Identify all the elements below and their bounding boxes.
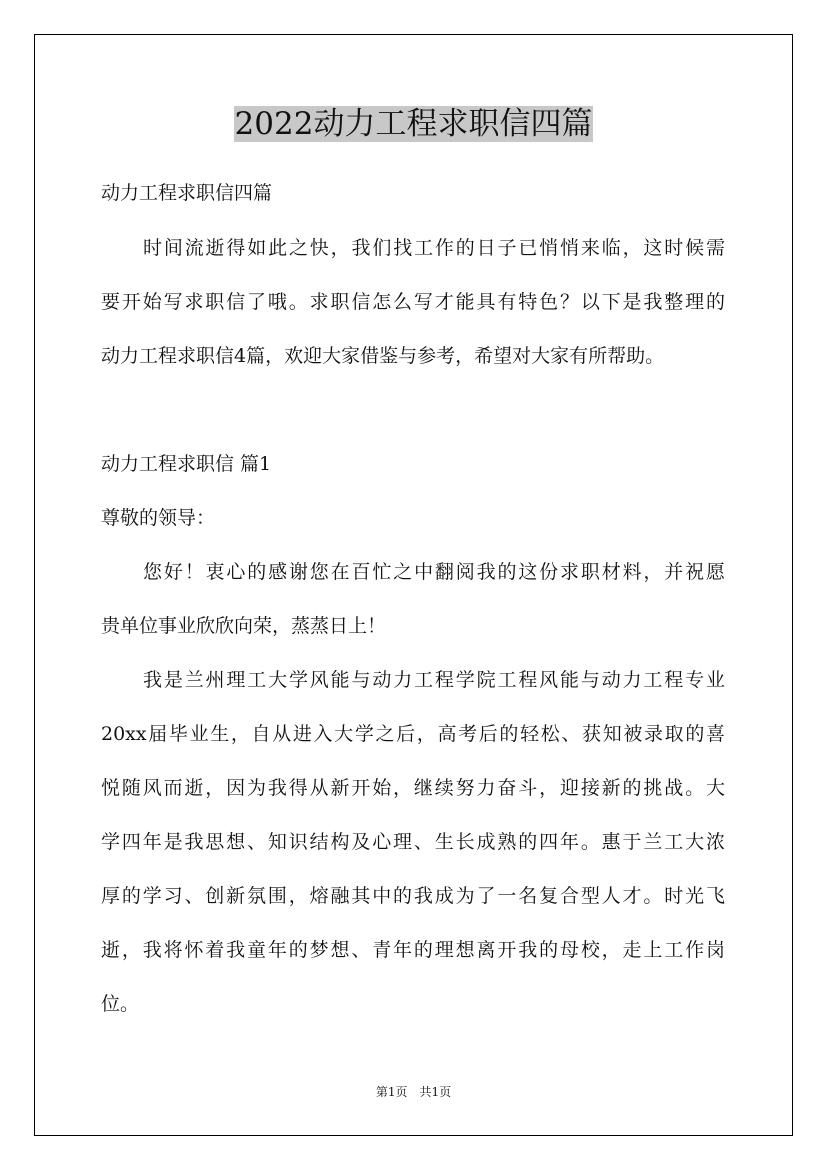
para2-line-4: 学四年是我思想、知识结构及心理、生长成熟的四年。惠于兰工大浓 <box>101 831 725 853</box>
intro-line-3: 动力工程求职信4篇，欢迎大家借鉴与参考，希望对大家有所帮助。 <box>101 345 665 367</box>
page-number: 第1页 共1页 <box>375 1085 452 1099</box>
document-title-text: 2022动力工程求职信四篇 <box>234 106 593 142</box>
para1-line-2: 贵单位事业欣欣向荣，蒸蒸日上！ <box>101 615 387 637</box>
section-heading: 动力工程求职信 篇1 <box>101 453 272 475</box>
para2-line-6: 逝，我将怀着我童年的梦想、青年的理想离开我的母校，走上工作岗 <box>101 939 725 961</box>
para2-line-1: 我是兰州理工大学风能与动力工程学院工程风能与动力工程专业 <box>143 669 725 691</box>
para2-line-2: 20xx届毕业生，自从进入大学之后，高考后的轻松、获知被录取的喜 <box>101 723 725 745</box>
salutation: 尊敬的领导： <box>101 507 216 529</box>
para1-line-1: 您好！衷心的感谢您在百忙之中翻阅我的这份求职材料，并祝愿 <box>143 561 725 583</box>
para2-line-3: 悦随风而逝，因为我得从新开始，继续努力奋斗，迎接新的挑战。大 <box>101 777 725 799</box>
para2-line-5: 厚的学习、创新氛围，熔融其中的我成为了一名复合型人才。时光飞 <box>101 885 725 907</box>
document-title <box>0 104 827 144</box>
document-subtitle: 动力工程求职信四篇 <box>101 182 273 204</box>
intro-line-2: 要开始写求职信了哦。求职信怎么写才能具有特色？以下是我整理的 <box>101 291 725 313</box>
intro-line-1: 时间流逝得如此之快，我们找工作的日子已悄悄来临，这时候需 <box>143 237 725 259</box>
para2-line-7: 位。 <box>101 993 140 1015</box>
